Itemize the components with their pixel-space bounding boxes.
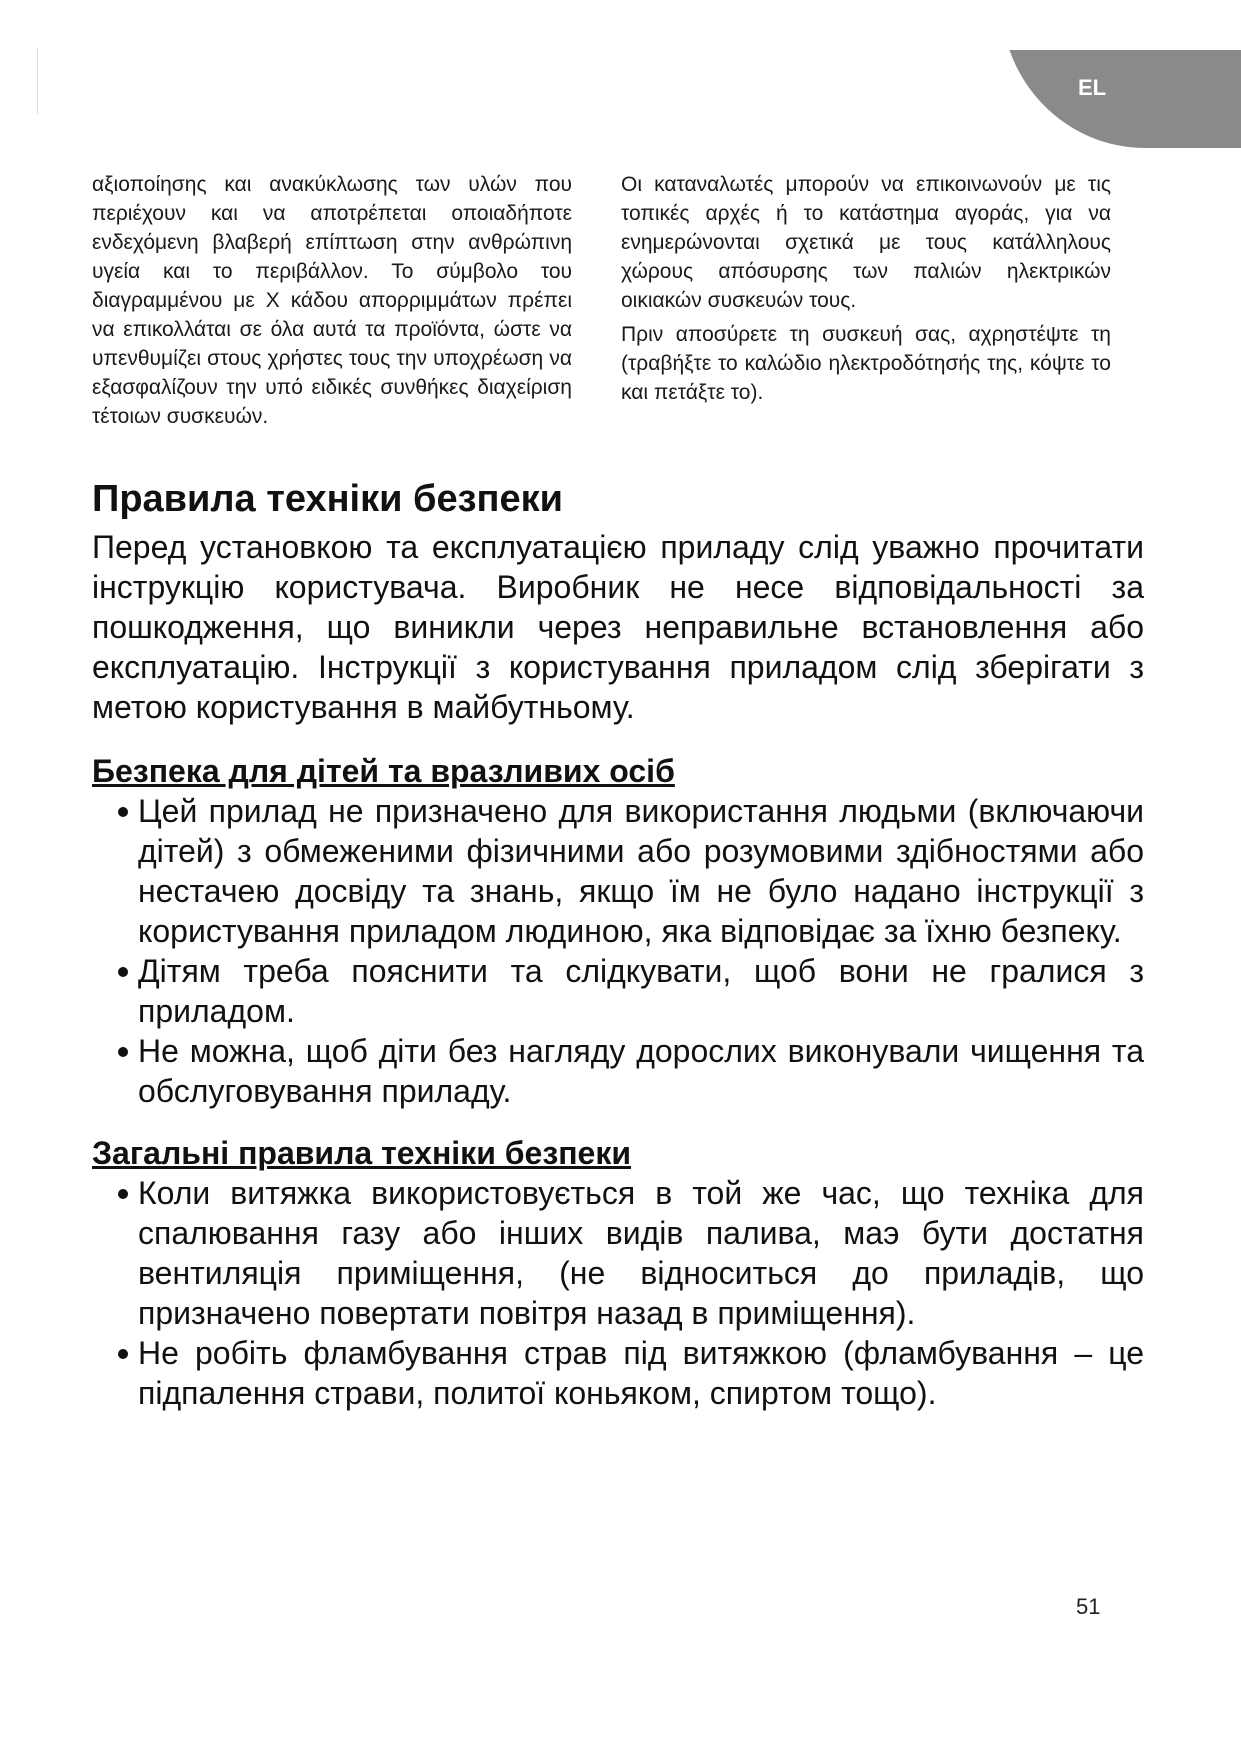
page-number: 51 bbox=[1076, 1594, 1101, 1619]
language-tab-label: EL bbox=[1077, 75, 1107, 100]
main-content bbox=[92, 475, 1144, 1413]
greek-paragraph: αξιοποίησης και ανακύκλωσης των υλών που περιέχουν και να αποτρέπεται οποιαδήποτε ενδεχόμενη βλαβερή επίπτωση στην ανθρώπινη υγεία και το περιβάλλον. Το σύμβολο του διαγραμμένου με Χ κάδου απορριμμάτων πρέπει να επικολλάται σε όλα αυτά τα προϊόντα, ώστε να υπενθυμίζει στους χρήστες τους την υποχρέωση να εξασφαλίζουν την υπό ειδικές συνθήκες διαχείριση τέτοιων συσκευών. bbox=[92, 173, 572, 428]
child-safety-list bbox=[92, 791, 1144, 1111]
list-item: Коли витяжка використовується в той же час, що техніка для спалювання газу або інших видів палива, маэ бути достатня вентиляція приміщення, (не відноситься до приладів, що призначено повертати повітря назад в приміщення). bbox=[92, 1173, 1144, 1333]
section-heading-general-safety: Загальні правила техніки безпеки bbox=[92, 1135, 632, 1171]
bullet-icon bbox=[118, 967, 128, 977]
greek-paragraph: Πριν αποσύρετε τη συσκευή σας, αχρηστέψτε τη (τραβήξτε το καλώδιο ηλεκτροδότησής της, κόψτε το και πετάξτε το). bbox=[621, 323, 1111, 404]
greek-paragraph: Οι καταναλωτές μπορούν να επικοινωνούν με τις τοπικές αρχές ή το κατάστημα αγοράς, για να ενημερώνονται σχετικά με τους κατάλληλους χώρους απόσυρσης των παλιών ηλεκτρικών οικιακών συσκευών τους. bbox=[621, 173, 1111, 312]
bullet-icon bbox=[118, 1047, 128, 1057]
bullet-icon bbox=[118, 1349, 128, 1359]
list-item: Не робіть фламбування страв під витяжкою (фламбування – це підпалення страви, политої коньяком, спиртом тощо). bbox=[92, 1333, 1144, 1413]
intro-paragraph: Перед установкою та експлуатацією приладу слід уважно прочитати інструкцію користувача. Виробник не несе відповідальності за пошкодження, що виникли через неправильне встановлення або експлуатацію. Інструкції з користування приладом слід зберігати з метою користування в майбутньому. bbox=[92, 529, 1144, 725]
section-heading-child-safety: Безпека для дітей та вразливих осіб bbox=[92, 753, 675, 789]
page-edge-mark bbox=[37, 48, 38, 114]
list-item: Не можна, щоб діти без нагляду дорослих виконували чищення та обслуговування приладу. bbox=[92, 1031, 1144, 1111]
greek-column-left bbox=[92, 170, 572, 436]
list-item: Цей прилад не призначено для використання людьми (включаючи дітей) з обмеженими фізичними або розумовими здібностями або нестачею досвіду та знань, якщо їм не було надано інструкції з користування приладом людиною, яка відповідає за їхню безпеку. bbox=[92, 791, 1144, 951]
language-tab-mask bbox=[1001, 0, 1241, 50]
bullet-icon bbox=[118, 807, 128, 817]
greek-column-right bbox=[621, 170, 1111, 412]
page-title: Правила техніки безпеки bbox=[92, 478, 563, 520]
bullet-icon bbox=[118, 1189, 128, 1199]
general-safety-list bbox=[92, 1173, 1144, 1413]
list-item: Дітям треба пояснити та слідкувати, щоб вони не гралися з приладом. bbox=[92, 951, 1144, 1031]
